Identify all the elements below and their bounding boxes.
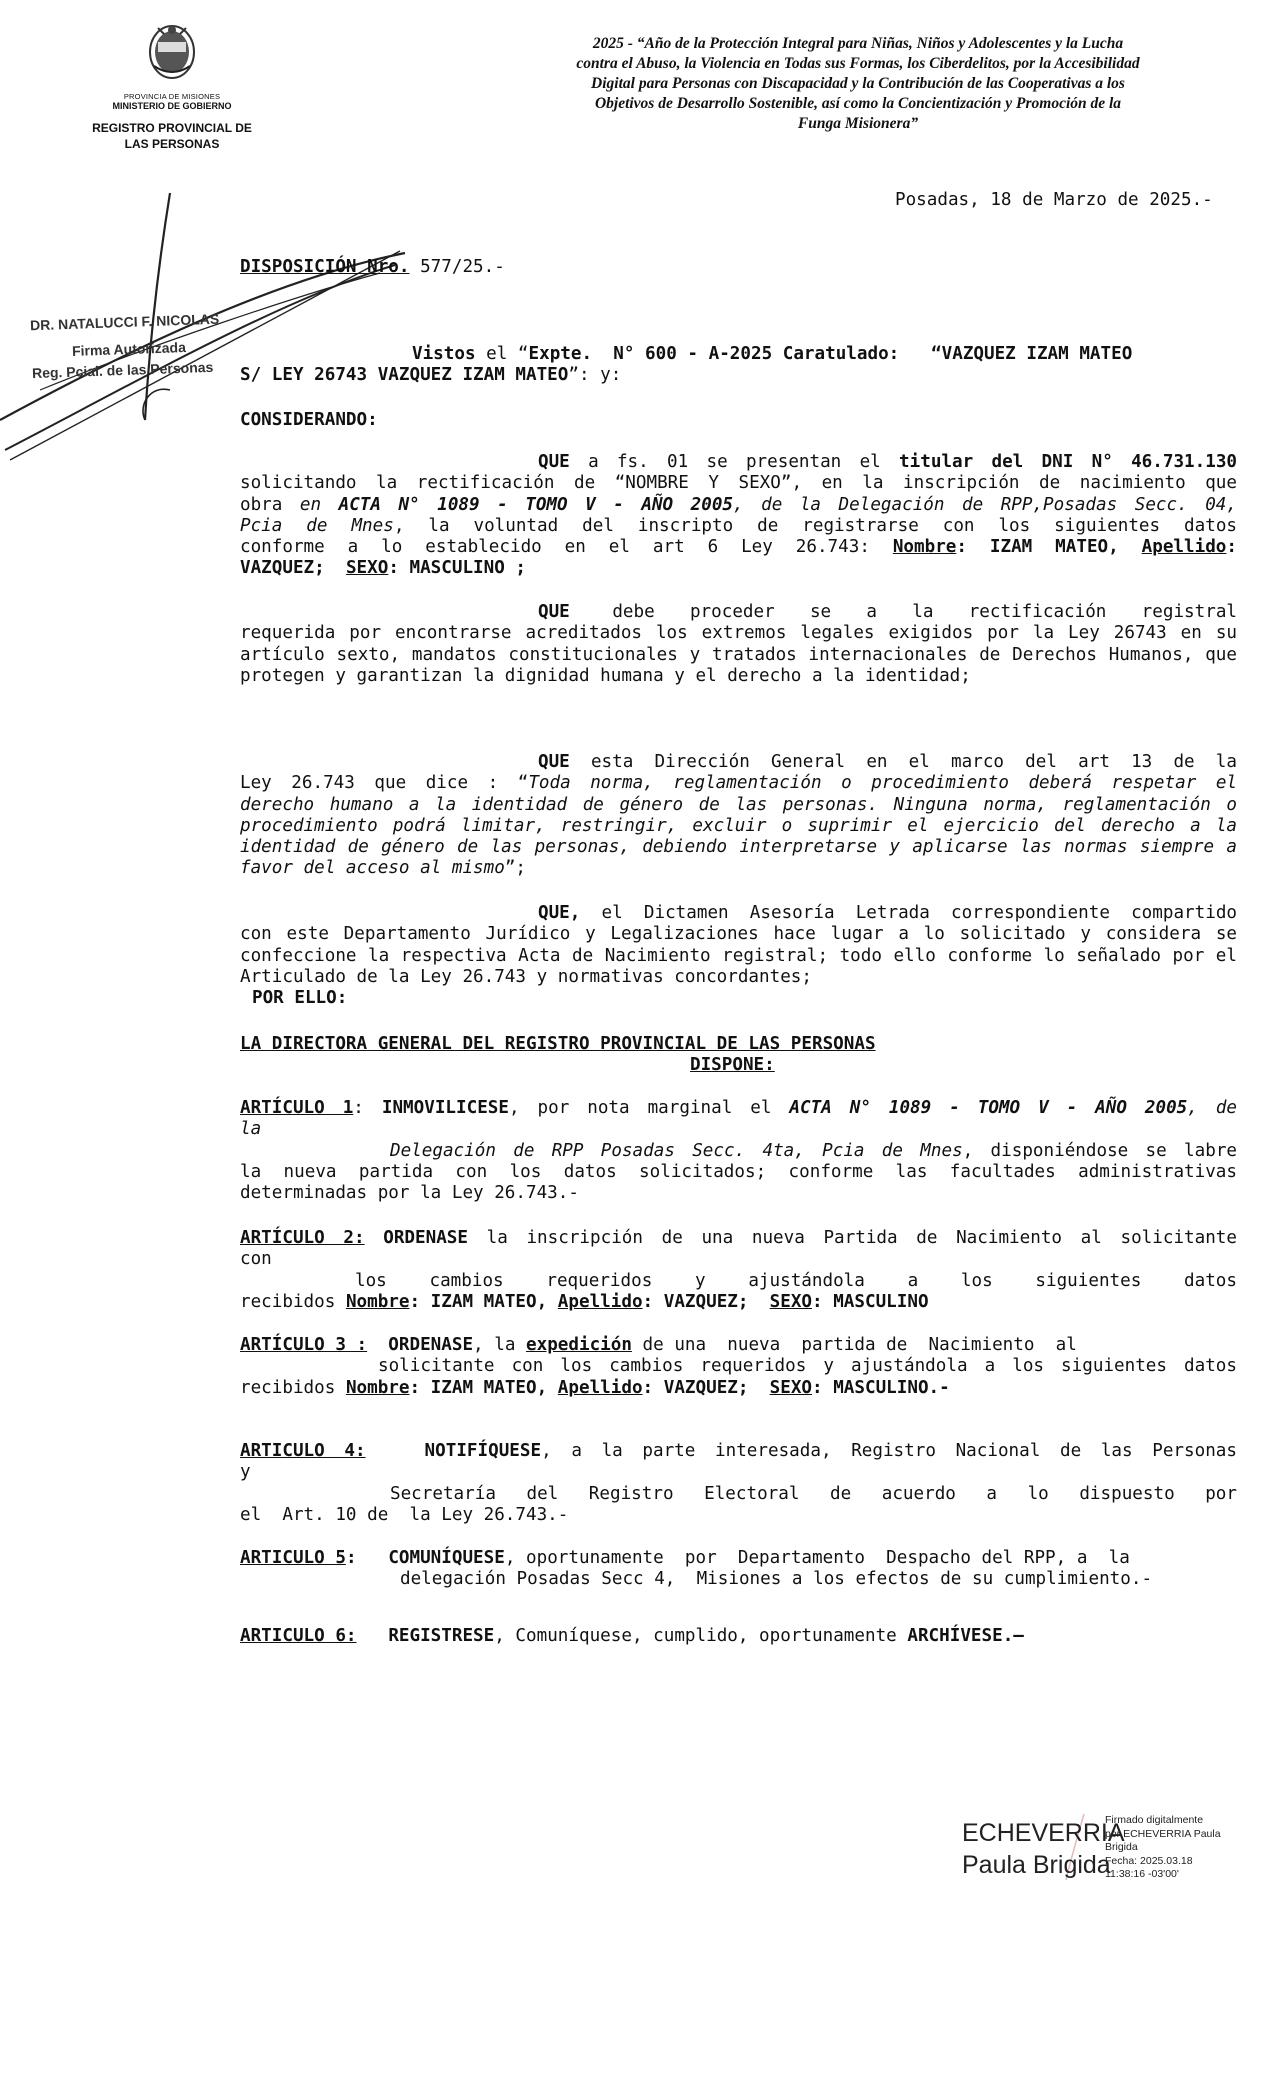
dispone-heading: DISPONE: bbox=[690, 1055, 775, 1075]
considerando-1: QUE a fs. 01 se presentan el titular del DNI N° 46.731.130 solicitando la rectificación de “NOMBRE Y SEXO”, en la inscripción de nacimiento que obra en ACTA N° 1089 - TOMO V - AÑO 2005, de la Delegación de RPP,Posadas Secc. 04, Pcia de Mnes, la voluntad del inscripto de registrarse con los siguientes datos conforme a lo establecido en el art 6 Ley 26.743: Nombre: IZAM MATEO, Apellido: VAZQUEZ; SEXO: MASCULINO ; bbox=[240, 452, 1238, 579]
province-seal-logo bbox=[128, 22, 216, 88]
ministry-label: MINISTERIO DE GOBIERNO bbox=[112, 101, 232, 111]
registry-name: REGISTRO PROVINCIAL DE LAS PERSONAS bbox=[92, 121, 252, 151]
signature-details: Firmado digitalmente por ECHEVERRIA Paula Brigida Fecha: 2025.03.18 11:38:16 -03'00' bbox=[1105, 1814, 1221, 1880]
stamp-office: Reg. Pcial. de las Personas bbox=[31, 358, 214, 382]
considerando-4: QUE, el Dictamen Asesoría Letrada correspondiente compartido con este Departamento Jurídico y Legalizaciones hace lugar a lo solicitado y considera se confeccione la respectiva Acta de Nacimiento registral; todo ello conforme lo señalado por el Articulado de la Ley 26.743 y normativas concordantes; bbox=[240, 903, 1237, 987]
articulo-5: ARTICULO 5: COMUNÍQUESE, oportunamente por Departamento Despacho del RPP, a la delegación Posadas Secc 4, Misiones a los efectos de su cumplimiento.- bbox=[240, 1548, 1153, 1590]
articulo-4: ARTICULO 4: NOTIFÍQUESE, a la parte interesada, Registro Nacional de las Personas y Secretaría del Registro Electoral de acuerdo a lo dispuesto por el Art. 10 de la Ley 26.743.- bbox=[240, 1441, 1237, 1525]
considerando-2: QUE debe proceder se a la rectificación registral requerida por encontrarse acreditados los extremos legales exigidos por la Ley 26743 en su artículo sexto, mandatos constitucionales y tratados internacionales de Derechos Humanos, que protegen y garantizan la dignidad humana y el derecho a la identidad; bbox=[240, 602, 1237, 686]
articulo-1: ARTÍCULO 1: INMOVILICESE, por nota marginal el ACTA N° 1089 - TOMO V - AÑO 2005, de la Delegación de RPP Posadas Secc. 4ta, Pcia de Mnes, disponiéndose se labre la nueva partida con los datos solicitados; conforme las facultades administrativas determinadas por la Ley 26.743.- bbox=[240, 1098, 1238, 1204]
considerando-3: QUE esta Dirección General en el marco del art 13 de la Ley 26.743 que dice : “Toda norma, reglamentación o procedimiento deberá respetar el derecho humano a la identidad de género de las personas. Ninguna norma, reglamentación o procedimiento podrá limitar, restringir, excluir o suprimir el ejercicio del derecho a la identidad de género de las personas, debiendo interpretarse y aplicarse las normas siempre a favor del acceso al mismo”; bbox=[240, 752, 1237, 879]
vistos-line-1: Vistos el “Expte. N° 600 - A-2025 Caratulado: “VAZQUEZ IZAM MATEO bbox=[412, 344, 1133, 364]
province-label: PROVINCIA DE MISIONES bbox=[123, 92, 221, 101]
disposition-title: DISPOSICIÓN Nro. 577/25.- bbox=[240, 257, 505, 277]
articulo-3: ARTÍCULO 3 : ORDENASE, la expedición de una nueva partida de Nacimiento al solicitante con los cambios requeridos y ajustándola a los siguientes datos recibidos Nombre: IZAM MATEO, Apellido: VAZQUEZ; SEXO: MASCULINO.- bbox=[240, 1335, 1237, 1398]
stamp-role: Firma Autorizada bbox=[71, 339, 187, 359]
directora-heading: LA DIRECTORA GENERAL DEL REGISTRO PROVINCIAL DE LAS PERSONAS bbox=[240, 1034, 876, 1054]
por-ello: POR ELLO: bbox=[252, 988, 348, 1008]
signer-name-line2: Paula Brigida bbox=[962, 1851, 1111, 1879]
signer-name-line1: ECHEVERRIA bbox=[962, 1819, 1125, 1847]
place-date: Posadas, 18 de Marzo de 2025.- bbox=[895, 190, 1213, 210]
stamp-name: DR. NATALUCCI F. NICOLAS bbox=[29, 310, 220, 334]
digital-signature bbox=[962, 1812, 1262, 1882]
articulo-2: ARTÍCULO 2: ORDENASE la inscripción de una nueva Partida de Nacimiento al solicitante con los cambios requeridos y ajustándola a los siguientes datos recibidos Nombre: IZAM MATEO, Apellido: VAZQUEZ; SEXO: MASCULINO bbox=[240, 1228, 1237, 1312]
year-motto: 2025 - “Año de la Protección Integral para Niñas, Niños y Adolescentes y la Lucha contra el Abuso, la Violencia en Todas sus Formas, los Ciberdelitos, por la Accesibilidad Digital para Personas con Discapacidad y la Contribución de las Cooperativas a los Objetivos de Desarrollo Sostenible, así como la Concientización y Promoción de la Funga Misionera” bbox=[576, 35, 1140, 132]
considerando-heading: CONSIDERANDO: bbox=[240, 410, 378, 430]
articulo-6: ARTICULO 6: REGISTRESE, Comuníquese, cumplido, oportunamente ARCHÍVESE.— bbox=[240, 1626, 1024, 1646]
vistos-line-2: S/ LEY 26743 VAZQUEZ IZAM MATEO”: y: bbox=[240, 365, 622, 385]
